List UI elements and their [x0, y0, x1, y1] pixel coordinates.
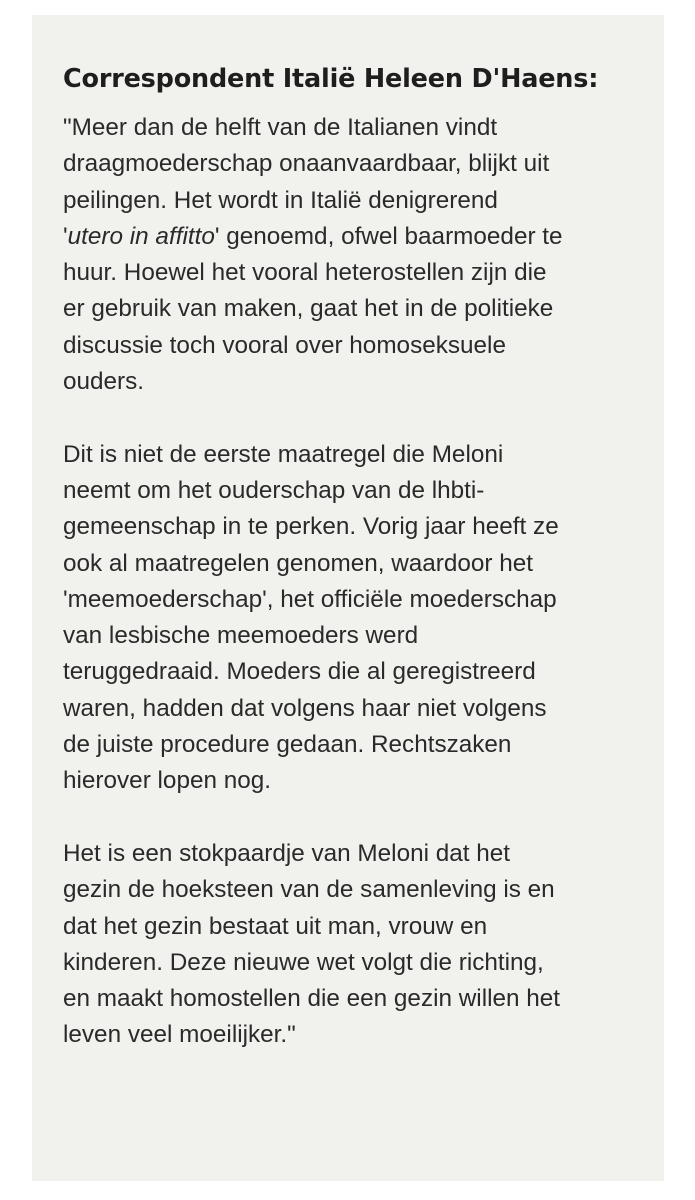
- text-line: discussie toch vooral over homoseksuele: [63, 331, 506, 359]
- text-line: teruggedraaid. Moeders die al geregistreerd: [63, 658, 536, 686]
- text-line: waren, hadden dat volgens haar niet volgens: [63, 694, 547, 722]
- paragraph-gap: [63, 800, 634, 836]
- paragraph-gap: [63, 400, 634, 436]
- text-line: ouders.: [63, 368, 145, 396]
- text-line: [63, 219, 634, 255]
- text-line: ook al maatregelen genomen, waardoor het: [63, 549, 534, 577]
- quote-box: [32, 15, 664, 1181]
- text-line: draagmoederschap onaanvaardbaar, blijkt uit: [63, 150, 550, 178]
- paragraph-2: [63, 437, 634, 800]
- text-fragment: ' genoemd, ofwel baarmoeder te: [214, 222, 563, 250]
- paragraph-3: [63, 836, 634, 1054]
- text-line: neemt om het ouderschap van de lhbti-: [63, 476, 485, 504]
- text-line: gezin de hoeksteen van de samenleving is en: [63, 876, 555, 904]
- text-line: er gebruik van maken, gaat het in de politieke: [63, 295, 554, 323]
- text-line: kinderen. Deze nieuwe wet volgt die richting,: [63, 948, 544, 976]
- paragraph-1: [63, 110, 634, 400]
- italic-term: utero in affitto: [67, 222, 215, 250]
- text-line: dat het gezin bestaat uit man, vrouw en: [63, 912, 488, 940]
- text-line: van lesbische meemoeders werd: [63, 622, 419, 650]
- text-line: hierover lopen nog.: [63, 767, 272, 795]
- text-line: "Meer dan de helft van de Italianen vindt: [63, 114, 498, 141]
- text-line: huur. Hoewel het vooral heterostellen zijn die: [63, 259, 547, 287]
- text-line: gemeenschap in te perken. Vorig jaar heeft ze: [63, 513, 559, 541]
- text-line: peilingen. Het wordt in Italië denigrerend: [63, 186, 498, 214]
- text-line: leven veel moeilijker.": [63, 1021, 296, 1049]
- text-line: de juiste procedure gedaan. Rechtszaken: [63, 731, 512, 759]
- text-line: 'meemoederschap', het officiële moederschap: [63, 585, 557, 613]
- text-line: en maakt homostellen die een gezin willen het: [63, 985, 561, 1013]
- quote-mark: ': [63, 222, 68, 250]
- text-line: Het is een stokpaardje van Meloni dat het: [63, 839, 511, 867]
- text-line: Dit is niet de eerste maatregel die Meloni: [63, 440, 504, 468]
- correspondent-heading: Correspondent Italië Heleen D'Haens:: [63, 64, 599, 94]
